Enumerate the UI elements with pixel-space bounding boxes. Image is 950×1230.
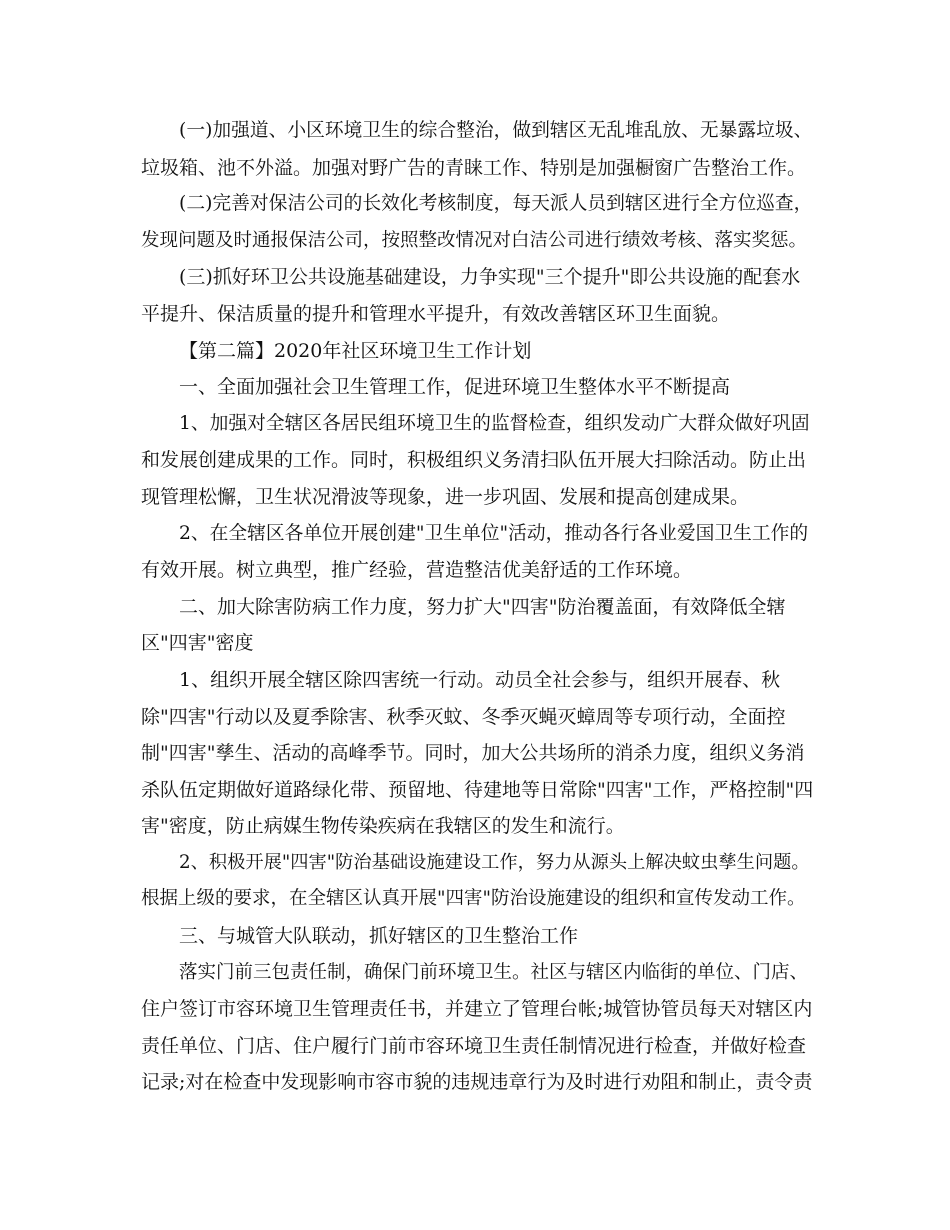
text-line: (二)完善对保洁公司的长效化考核制度，每天派人员到辖区进行全方位巡查， [179, 193, 813, 215]
text-line: 二、加大除害防病工作力度，努力扩大"四害"防治覆盖面，有效降低全辖 [179, 595, 786, 618]
text-line: 住户签订市容环境卫生管理责任书，并建立了管理台帐;城管协管员每天对辖区内 [141, 998, 813, 1021]
text-line: 2、积极开展"四害"防治基础设施建设工作，努力从源头上解决蚊虫孳生问题。 [179, 851, 810, 873]
text-line: 责任单位、门店、住户履行门前市容环境卫生责任制情况进行检查，并做好检查 [141, 1034, 807, 1057]
text-line: 根据上级的要求，在全辖区认真开展"四害"防治设施建设的组织和宣传发动工作。 [141, 888, 806, 910]
text-line: 垃圾箱、池不外溢。加强对野广告的青睐工作、特别是加强橱窗广告整治工作。 [141, 156, 807, 179]
text-line: 除"四害"行动以及夏季除害、秋季灭蚊、冬季灭蝇灭蟑周等专项行动，全面控 [141, 705, 786, 728]
text-line: 害"密度，防止病媒生物传染疾病在我辖区的发生和流行。 [141, 815, 625, 838]
text-line: 1、组织开展全辖区除四害统一行动。动员全社会参与，组织开展春、秋 [179, 668, 781, 691]
text-line: 2、在全辖区各单位开展创建"卫生单位"活动，推动各行各业爱国卫生工作的 [179, 522, 809, 544]
text-line: 【第二篇】2020年社区环境卫生工作计划 [179, 339, 532, 362]
text-line: 区"四害"密度 [141, 632, 254, 655]
text-line: 制"四害"孳生、活动的高峰季节。同时，加大公共场所的消杀力度，组织义务消 [141, 742, 805, 765]
text-line: 平提升、保洁质量的提升和管理水平提升，有效改善辖区环卫生面貌。 [141, 302, 731, 325]
text-line: 现管理松懈，卫生状况滑波等现象，进一步巩固、发展和提高创建成果。 [141, 485, 750, 508]
text-line: 发现问题及时通报保洁公司，按照整改情况对白洁公司进行绩效考核、落实奖惩。 [141, 229, 808, 251]
document-body [141, 113, 813, 1101]
text-line: 1、加强对全辖区各居民组环境卫生的监督检查，组织发动广大群众做好巩固 [179, 412, 810, 434]
text-line: 一、全面加强社会卫生管理工作，促进环境卫生整体水平不断提高 [179, 376, 731, 399]
text-line: 有效开展。树立典型，推广经验，营造整洁优美舒适的工作环境。 [141, 559, 693, 582]
text-line: 和发展创建成果的工作。同时，积极组织义务清扫队伍开展大扫除活动。防止出 [141, 449, 807, 472]
text-line: (一)加强道、小区环境卫生的综合整治，做到辖区无乱堆乱放、无暴露垃圾、 [179, 120, 813, 141]
text-line: 记录;对在检查中发现影响市容市貌的违规违章行为及时进行劝阻和制止，责令责 [141, 1071, 813, 1094]
text-line: 杀队伍定期做好道路绿化带、预留地、待建地等日常除"四害"工作，严格控制"四 [141, 778, 813, 801]
text-line: 三、与城管大队联动，抓好辖区的卫生整治工作 [179, 925, 579, 948]
text-line: (三)抓好环卫公共设施基础建设，力争实现"三个提升"即公共设施的配套水 [179, 266, 801, 289]
text-line: 落实门前三包责任制，确保门前环境卫生。社区与辖区内临街的单位、门店、 [179, 961, 809, 983]
